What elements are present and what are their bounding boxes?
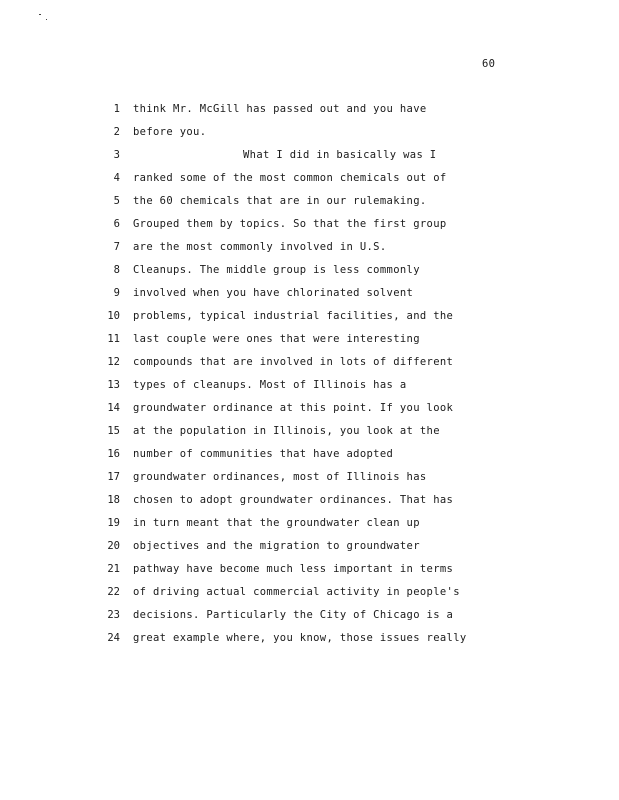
line-number: 24: [107, 632, 120, 644]
transcript-line: [0, 423, 619, 439]
transcript-line: [0, 308, 619, 324]
line-number: 18: [107, 494, 120, 506]
transcript-line: [0, 239, 619, 255]
line-number: 3: [113, 149, 120, 161]
transcript-line: [0, 216, 619, 232]
line-number: 21: [107, 563, 120, 575]
transcript-line: [0, 124, 619, 140]
line-number: 19: [107, 517, 120, 529]
line-number: 7: [113, 241, 120, 253]
line-number: 17: [107, 471, 120, 483]
line-number: 20: [107, 540, 120, 552]
transcript-line: [0, 170, 619, 186]
line-text: types of cleanups. Most of Illinois has a: [133, 379, 407, 391]
line-number: 8: [113, 264, 120, 276]
transcript-line: [0, 538, 619, 554]
line-number: 1: [113, 103, 120, 115]
transcript-line: [0, 400, 619, 416]
line-text: objectives and the migration to groundwater: [133, 540, 420, 552]
transcript-line: [0, 630, 619, 646]
line-text: Cleanups. The middle group is less commonly: [133, 264, 420, 276]
transcript-line: [0, 354, 619, 370]
line-text: compounds that are involved in lots of different: [133, 356, 454, 368]
scan-speck: [39, 14, 41, 15]
line-number: 2: [113, 126, 120, 138]
line-text: are the most commonly involved in U.S.: [133, 241, 387, 253]
line-text: decisions. Particularly the City of Chicago is a: [133, 609, 454, 621]
transcript-line: [0, 492, 619, 508]
transcript-line: [0, 262, 619, 278]
transcript-line: [0, 285, 619, 301]
line-text: in turn meant that the groundwater clean up: [133, 517, 420, 529]
line-number: 15: [107, 425, 120, 437]
page-number: 60: [482, 58, 496, 70]
line-text: problems, typical industrial facilities, and the: [133, 310, 454, 322]
transcript-line: [0, 584, 619, 600]
line-number: 9: [113, 287, 120, 299]
line-text: at the population in Illinois, you look at the: [133, 425, 440, 437]
line-number: 10: [107, 310, 120, 322]
line-number: 12: [107, 356, 120, 368]
line-text: think Mr. McGill has passed out and you have: [133, 103, 427, 115]
line-text: before you.: [133, 126, 207, 138]
line-number: 14: [107, 402, 120, 414]
line-number: 13: [107, 379, 120, 391]
transcript-line: [0, 515, 619, 531]
line-number: 4: [113, 172, 120, 184]
line-text: number of communities that have adopted: [133, 448, 394, 460]
transcript-line: [0, 607, 619, 623]
line-text: of driving actual commercial activity in people's: [133, 586, 460, 598]
line-text: ranked some of the most common chemicals out of: [133, 172, 447, 184]
transcript-line: [0, 101, 619, 117]
line-number: 16: [107, 448, 120, 460]
line-text: pathway have become much less important in terms: [133, 563, 454, 575]
line-text: great example where, you know, those issues really: [133, 632, 467, 644]
line-number: 6: [113, 218, 120, 230]
transcript-line: [0, 147, 619, 163]
line-number: 22: [107, 586, 120, 598]
transcript-line: [0, 469, 619, 485]
line-text: groundwater ordinances, most of Illinois has: [133, 471, 427, 483]
transcript-line: [0, 193, 619, 209]
line-text: groundwater ordinance at this point. If you look: [133, 402, 454, 414]
line-text: involved when you have chlorinated solvent: [133, 287, 414, 299]
line-text: last couple were ones that were interesting: [133, 333, 420, 345]
line-number: 11: [107, 333, 120, 345]
line-text: the 60 chemicals that are in our rulemaking.: [133, 195, 427, 207]
scan-speck: [46, 19, 47, 20]
line-text: chosen to adopt groundwater ordinances. That has: [133, 494, 454, 506]
line-text: What I did in basically was I: [243, 149, 437, 161]
line-number: 23: [107, 609, 120, 621]
line-text: Grouped them by topics. So that the first group: [133, 218, 447, 230]
line-number: 5: [113, 195, 120, 207]
transcript-line: [0, 446, 619, 462]
transcript-line: [0, 561, 619, 577]
transcript-line: [0, 331, 619, 347]
transcript-line: [0, 377, 619, 393]
